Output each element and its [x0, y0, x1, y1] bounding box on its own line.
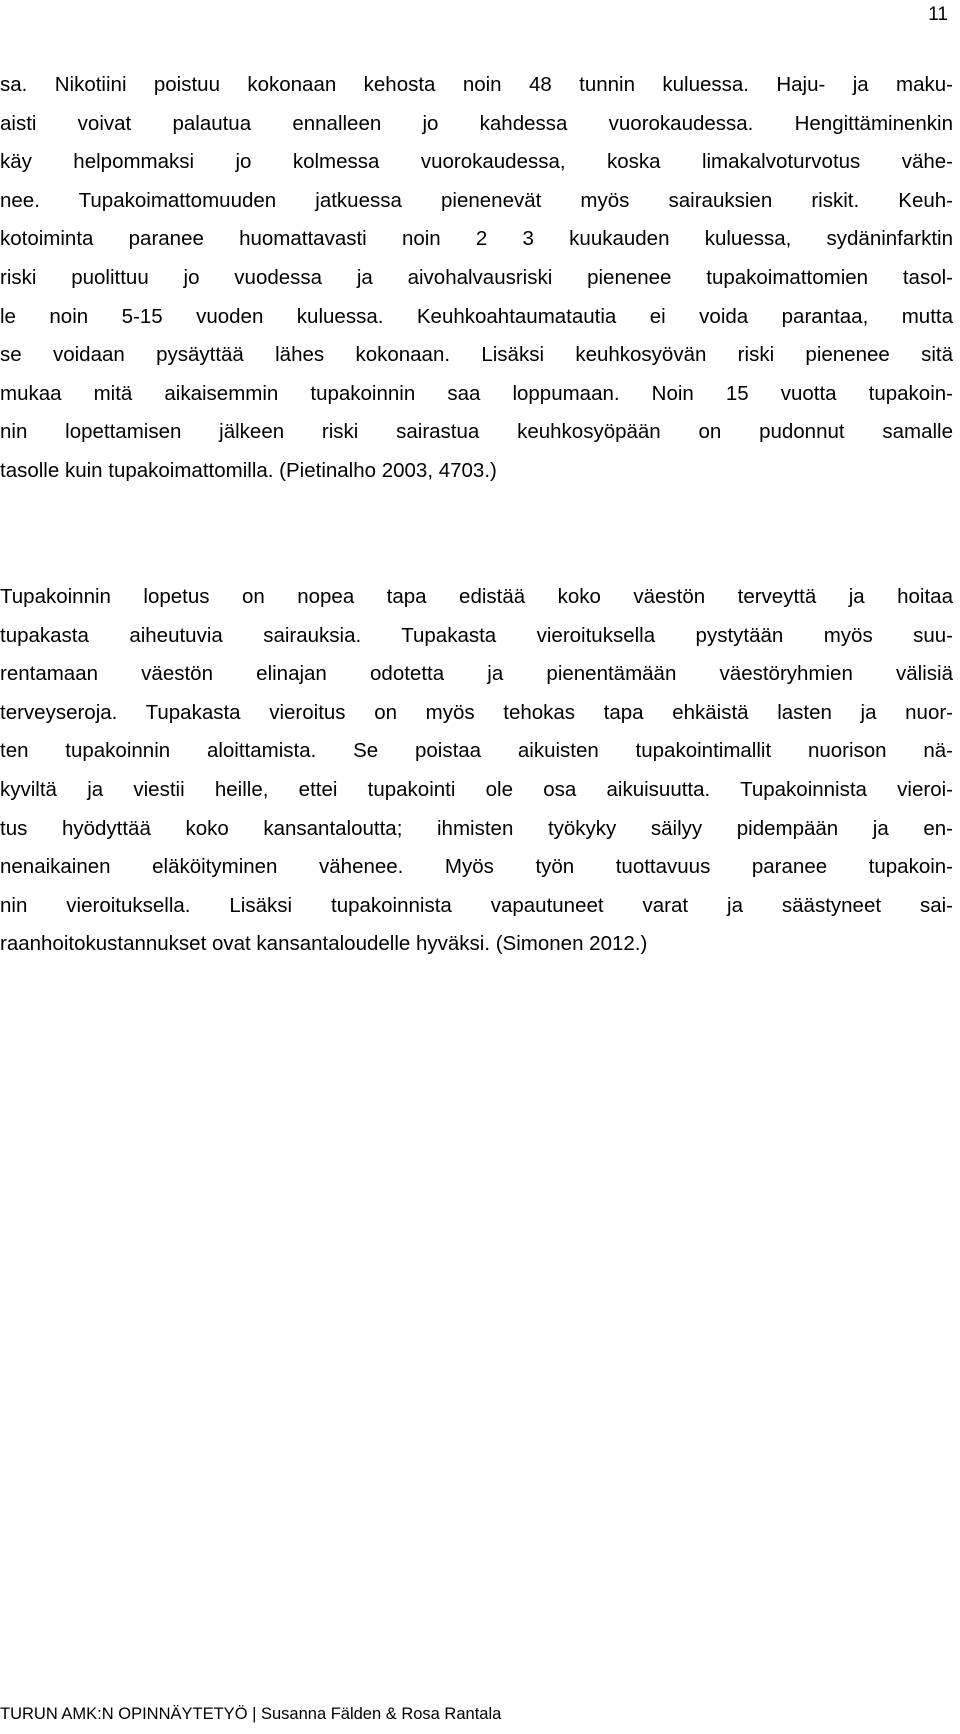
text-line: nin vieroituksella. Lisäksi tupakoinnista vapautuneet varat ja säästyneet sai- [0, 893, 953, 917]
text-line: Tupakoinnin lopetus on nopea tapa edistää koko väestön terveyttä ja hoitaa [0, 585, 953, 608]
page-number: 11 [928, 4, 948, 25]
text-line: nin lopettamisen jälkeen riski sairastua keuhkosyöpään on pudonnut samalle [0, 420, 953, 444]
paragraph-2 [0, 578, 953, 964]
text-line: sa. Nikotiini poistuu kokonaan kehosta noin 48 tunnin kuluessa. Haju- ja maku- [0, 73, 953, 96]
text-line: ten tupakoinnin aloittamista. Se poistaa aikuisten tupakointimallit nuorison nä- [0, 739, 953, 763]
page-footer: TURUN AMK:N OPINNÄYTETYÖ | Susanna Fälden & Rosa Rantala [0, 1705, 502, 1723]
text-line: rentamaan väestön elinajan odotetta ja pienentämään väestöryhmien välisiä [0, 662, 953, 686]
text-line: mukaa mitä aikaisemmin tupakoinnin saa loppumaan. Noin 15 vuotta tupakoin- [0, 381, 953, 405]
text-line: kotoiminta paranee huomattavasti noin 2 3 kuukauden kuluessa, sydäninfarktin [0, 227, 953, 251]
text-line: tupakasta aiheutuvia sairauksia. Tupakasta vieroituksella pystytään myös suu- [0, 623, 953, 647]
text-line: tasolle kuin tupakoimattomilla. (Pietinalho 2003, 4703.) [0, 458, 497, 482]
text-line: nee. Tupakoimattomuuden jatkuessa pienenevät myös sairauksien riskit. Keuh- [0, 188, 953, 212]
text-line: kyviltä ja viestii heille, ettei tupakointi ole osa aikuisuutta. Tupakoinnista vieroi- [0, 777, 953, 801]
paragraph-1 [0, 66, 953, 491]
text-line: terveyseroja. Tupakasta vieroitus on myös tehokas tapa ehkäistä lasten ja nuor- [0, 700, 953, 724]
text-line: le noin 5-15 vuoden kuluessa. Keuhkoahtaumatautia ei voida parantaa, mutta [0, 304, 953, 328]
text-line: tus hyödyttää koko kansantaloutta; ihmisten työkyky säilyy pidempään ja en- [0, 816, 953, 840]
text-line: se voidaan pysäyttää lähes kokonaan. Lisäksi keuhkosyövän riski pienenee sitä [0, 343, 953, 367]
text-line: käy helpommaksi jo kolmessa vuorokaudessa, koska limakalvoturvotus vähe- [0, 150, 953, 174]
text-line: raanhoitokustannukset ovat kansantaloudelle hyväksi. (Simonen 2012.) [0, 932, 648, 956]
text-line: aisti voivat palautua ennalleen jo kahdessa vuorokaudessa. Hengittäminenkin [0, 111, 953, 135]
text-line: riski puolittuu jo vuodessa ja aivohalvausriski pienenee tupakoimattomien tasol- [0, 265, 953, 289]
text-line: nenaikainen eläköityminen vähenee. Myös työn tuottavuus paranee tupakoin- [0, 855, 953, 879]
